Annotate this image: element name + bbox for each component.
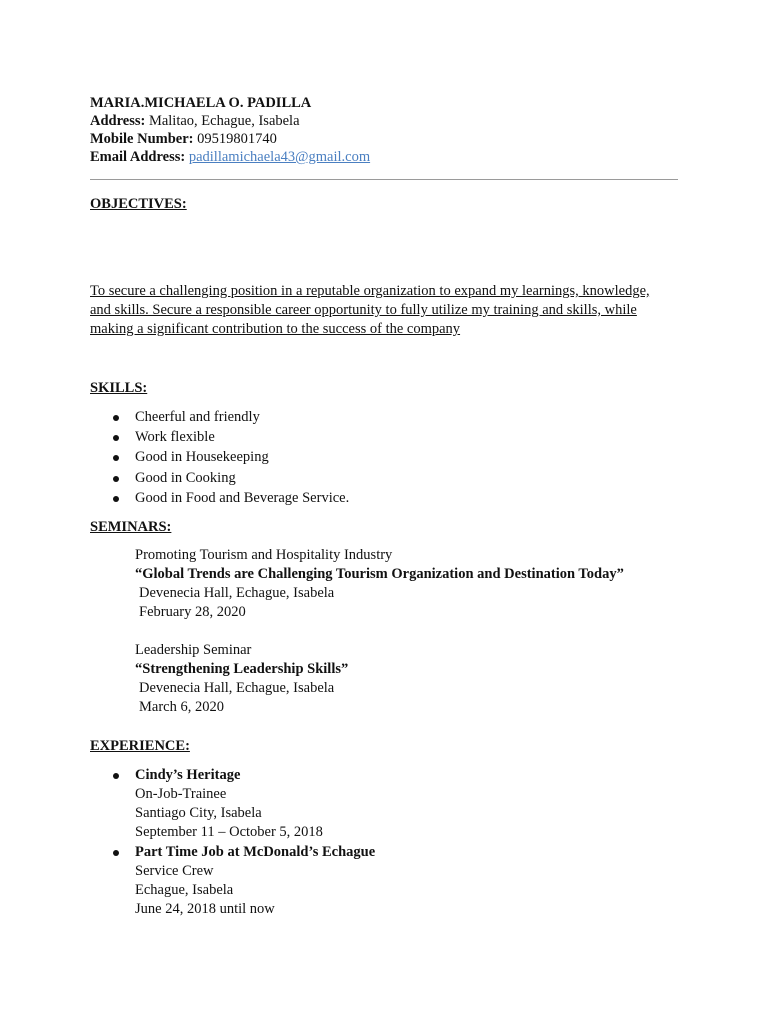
list-item [90,488,349,508]
seminar-title: “Global Trends are Challenging Tourism Organization and Destination Today” [135,566,624,582]
objective-line: making a significant contribution to the success of the company [90,321,461,337]
email-link[interactable]: padillamichaela43@gmail.com [188,149,371,165]
list-item [90,447,349,467]
objective-line: To secure a challenging position in a reputable organization to expand my learnings, knowledge, [90,283,650,299]
experience-period: September 11 – October 5, 2018 [135,824,323,840]
experience-role: Service Crew [135,863,214,879]
email-line [90,148,370,166]
applicant-name: MARIA.MICHAELA O. PADILLA [90,95,312,111]
bullet-icon [113,455,119,461]
email-label: Email Address: [90,149,186,165]
seminar-category: Leadership Seminar [135,642,252,658]
experience-location: Echague, Isabela [135,882,234,898]
objectives-heading: OBJECTIVES: [90,196,187,212]
objective-line: and skills. Secure a responsible career opportunity to fully utilize my training and skills, while [90,302,637,318]
mobile-value: 09519801740 [193,131,277,147]
seminar-title: “Strengthening Leadership Skills” [135,661,349,677]
skills-list [90,407,349,508]
experience-location: Santiago City, Isabela [135,805,262,821]
seminar-venue: Devenecia Hall, Echague, Isabela [139,585,335,601]
skill-text: Good in Cooking [135,469,236,486]
seminars-heading: SEMINARS: [90,519,172,535]
seminar-date: February 28, 2020 [139,604,246,620]
seminar-date: March 6, 2020 [139,699,224,715]
address-label: Address: [90,113,146,129]
list-item [90,407,349,427]
experience-period: June 24, 2018 until now [135,901,275,917]
bullet-icon [113,773,119,779]
seminar-venue: Devenecia Hall, Echague, Isabela [139,680,335,696]
mobile-line [90,130,277,148]
experience-heading: EXPERIENCE: [90,738,190,754]
bullet-icon [113,496,119,502]
bullet-icon [113,476,119,482]
skills-heading: SKILLS: [90,380,148,396]
address-line [90,112,300,130]
experience-entry [90,766,323,842]
experience-employer: Cindy’s Heritage [135,767,241,783]
seminar-entry [135,641,348,717]
mobile-label: Mobile Number: [90,131,194,147]
bullet-icon [113,850,119,856]
skill-text: Good in Food and Beverage Service. [135,489,350,506]
experience-role: On-Job-Trainee [135,786,227,802]
list-item [90,468,349,488]
skill-text: Work flexible [135,429,215,446]
header-divider [90,179,678,180]
objective-text [90,282,690,339]
bullet-icon [113,435,119,441]
list-item [90,427,349,447]
bullet-icon [113,415,119,421]
experience-employer: Part Time Job at McDonald’s Echague [135,844,376,860]
skill-text: Good in Housekeeping [135,449,269,466]
seminar-category: Promoting Tourism and Hospitality Industry [135,547,393,563]
skill-text: Cheerful and friendly [135,409,260,425]
experience-entry [90,843,375,919]
seminar-entry [135,546,624,622]
address-value: Malitao, Echague, Isabela [145,113,300,129]
